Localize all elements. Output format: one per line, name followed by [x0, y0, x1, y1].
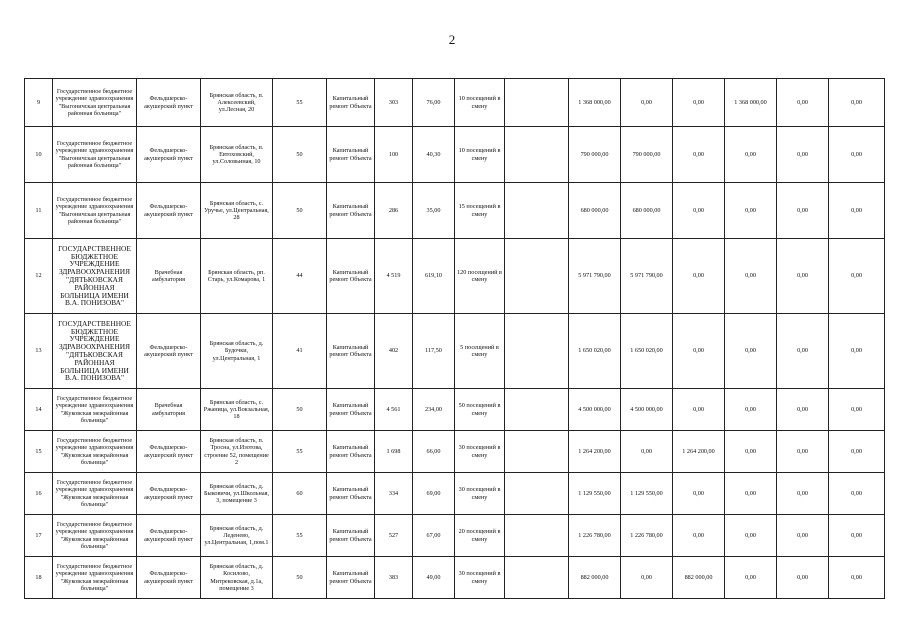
- value-2: 35,00: [413, 183, 455, 239]
- row-number: 18: [25, 557, 53, 599]
- amount-a: 1 650 020,00: [621, 314, 673, 389]
- amount-c: 0,00: [725, 183, 777, 239]
- facility-address: Брянская область, с. Уручье, ул.Центральная, 28: [201, 183, 273, 239]
- value-2: 117,50: [413, 314, 455, 389]
- population-value: 55: [273, 79, 327, 127]
- empty-cell: [505, 314, 569, 389]
- amount-e: 0,00: [829, 79, 885, 127]
- empty-cell: [505, 79, 569, 127]
- population-value: 60: [273, 473, 327, 515]
- work-type: Капитальный ремонт Объекта: [327, 473, 375, 515]
- amount-b: 0,00: [673, 314, 725, 389]
- page-number: 2: [448, 32, 456, 47]
- amount-d: 0,00: [777, 389, 829, 431]
- amount-d: 0,00: [777, 127, 829, 183]
- amount-e: 0,00: [829, 127, 885, 183]
- table-row: [25, 314, 885, 389]
- table-row: [25, 515, 885, 557]
- amount-b: 0,00: [673, 239, 725, 314]
- total-amount: 1 368 000,00: [569, 79, 621, 127]
- facility-type: Фельдшерско-акушерский пункт: [137, 79, 201, 127]
- facility-address: Брянская область, п. Тросна, ул.Изотова, строение 52, помещение 2: [201, 431, 273, 473]
- value-1: 4 519: [375, 239, 413, 314]
- facility-type: Фельдшерско-акушерский пункт: [137, 127, 201, 183]
- organization-name: Государственное бюджетное учреждение здравоохранения "Жуковская межрайонная больница": [53, 431, 137, 473]
- value-2: 76,00: [413, 79, 455, 127]
- work-type: Капитальный ремонт Объекта: [327, 515, 375, 557]
- amount-c: 0,00: [725, 431, 777, 473]
- amount-d: 0,00: [777, 314, 829, 389]
- amount-e: 0,00: [829, 473, 885, 515]
- row-number: 9: [25, 79, 53, 127]
- work-type: Капитальный ремонт Объекта: [327, 431, 375, 473]
- empty-cell: [505, 515, 569, 557]
- population-value: 50: [273, 183, 327, 239]
- facility-type: Врачебная амбулатория: [137, 239, 201, 314]
- empty-cell: [505, 183, 569, 239]
- table-row: [25, 431, 885, 473]
- facility-address: Брянская область, д. Будочки, ул.Центральная, 1: [201, 314, 273, 389]
- value-2: 69,00: [413, 473, 455, 515]
- organization-name: Государственное бюджетное учреждение здравоохранения "Жуковская межрайонная больница": [53, 515, 137, 557]
- row-number: 17: [25, 515, 53, 557]
- facility-address: Брянская область, п. Алексеевский, ул.Лесная, 20: [201, 79, 273, 127]
- total-amount: 5 971 790,00: [569, 239, 621, 314]
- amount-d: 0,00: [777, 183, 829, 239]
- amount-e: 0,00: [829, 431, 885, 473]
- value-2: 234,00: [413, 389, 455, 431]
- organization-name: Государственное бюджетное учреждение здравоохранения "Жуковская межрайонная больница": [53, 557, 137, 599]
- row-number: 13: [25, 314, 53, 389]
- value-1: 334: [375, 473, 413, 515]
- amount-a: 680 000,00: [621, 183, 673, 239]
- amount-d: 0,00: [777, 79, 829, 127]
- row-number: 16: [25, 473, 53, 515]
- table-row: [25, 557, 885, 599]
- amount-b: 0,00: [673, 183, 725, 239]
- value-1: 100: [375, 127, 413, 183]
- empty-cell: [505, 473, 569, 515]
- facility-address: Брянская область, д. Косилово, Митрековская, д.1а, помещение 3: [201, 557, 273, 599]
- organization-name: Государственное бюджетное учреждение здравоохранения "Выгоничская центральная районная больница": [53, 79, 137, 127]
- facility-type: Врачебная амбулатория: [137, 389, 201, 431]
- amount-a: 0,00: [621, 79, 673, 127]
- facility-type: Фельдшерско-акушерский пункт: [137, 515, 201, 557]
- amount-e: 0,00: [829, 314, 885, 389]
- table-row: [25, 389, 885, 431]
- work-type: Капитальный ремонт Объекта: [327, 239, 375, 314]
- amount-a: 790 000,00: [621, 127, 673, 183]
- value-1: 4 561: [375, 389, 413, 431]
- total-amount: 882 000,00: [569, 557, 621, 599]
- amount-a: 1 226 780,00: [621, 515, 673, 557]
- total-amount: 4 500 000,00: [569, 389, 621, 431]
- amount-c: 0,00: [725, 389, 777, 431]
- capacity: 20 посещений в смену: [455, 515, 505, 557]
- organization-name: Государственное бюджетное учреждение здравоохранения "Выгоничская центральная районная больница": [53, 127, 137, 183]
- organization-name: Государственное бюджетное учреждение здравоохранения "Жуковская межрайонная больница": [53, 389, 137, 431]
- amount-e: 0,00: [829, 557, 885, 599]
- amount-d: 0,00: [777, 431, 829, 473]
- total-amount: 1 264 200,00: [569, 431, 621, 473]
- population-value: 55: [273, 515, 327, 557]
- value-1: 527: [375, 515, 413, 557]
- amount-c: 1 368 000,00: [725, 79, 777, 127]
- table-row: [25, 473, 885, 515]
- facility-address: Брянская область, д. Быковичи, ул.Школьная, 3, помещение 3: [201, 473, 273, 515]
- facility-address: Брянская область, с. Ржаница, ул.Вокзальная, 18: [201, 389, 273, 431]
- capacity: 10 посещений в смену: [455, 127, 505, 183]
- amount-c: 0,00: [725, 314, 777, 389]
- value-1: 402: [375, 314, 413, 389]
- facility-type: Фельдшерско-акушерский пункт: [137, 431, 201, 473]
- row-number: 14: [25, 389, 53, 431]
- facility-type: Фельдшерско-акушерский пункт: [137, 183, 201, 239]
- amount-b: 0,00: [673, 127, 725, 183]
- amount-c: 0,00: [725, 127, 777, 183]
- work-type: Капитальный ремонт Объекта: [327, 557, 375, 599]
- facility-address: Брянская область, д. Леденево, ул.Центральная, 1,пом.1: [201, 515, 273, 557]
- amount-c: 0,00: [725, 239, 777, 314]
- work-type: Капитальный ремонт Объекта: [327, 79, 375, 127]
- population-value: 50: [273, 389, 327, 431]
- capacity: 5 посещений в смену: [455, 314, 505, 389]
- value-2: 40,30: [413, 127, 455, 183]
- facilities-table: [24, 78, 885, 599]
- amount-d: 0,00: [777, 557, 829, 599]
- value-1: 1 698: [375, 431, 413, 473]
- capacity: 10 посещений в смену: [455, 79, 505, 127]
- value-1: 286: [375, 183, 413, 239]
- organization-name: Государственное бюджетное учреждение здравоохранения "Жуковская межрайонная больница": [53, 473, 137, 515]
- value-1: 383: [375, 557, 413, 599]
- amount-d: 0,00: [777, 239, 829, 314]
- amount-d: 0,00: [777, 515, 829, 557]
- total-amount: 1 650 020,00: [569, 314, 621, 389]
- population-value: 41: [273, 314, 327, 389]
- capacity: 30 посещений в смену: [455, 473, 505, 515]
- row-number: 12: [25, 239, 53, 314]
- row-number: 10: [25, 127, 53, 183]
- capacity: 15 посещений в смену: [455, 183, 505, 239]
- total-amount: 680 000,00: [569, 183, 621, 239]
- empty-cell: [505, 389, 569, 431]
- value-2: 67,00: [413, 515, 455, 557]
- organization-name: ГОСУДАРСТВЕННОЕ БЮДЖЕТНОЕ УЧРЕЖДЕНИЕ ЗДРАВООХРАНЕНИЯ "ДЯТЬКОВСКАЯ РАЙОННАЯ БОЛЬНИЦА ИМЕНИ В.А. ПОНИЗОВА": [53, 239, 137, 314]
- total-amount: 790 000,00: [569, 127, 621, 183]
- amount-a: 1 129 550,00: [621, 473, 673, 515]
- work-type: Капитальный ремонт Объекта: [327, 127, 375, 183]
- facility-type: Фельдшерско-акушерский пункт: [137, 557, 201, 599]
- value-2: 66,00: [413, 431, 455, 473]
- amount-a: 4 500 000,00: [621, 389, 673, 431]
- facility-type: Фельдшерско-акушерский пункт: [137, 314, 201, 389]
- amount-b: 0,00: [673, 473, 725, 515]
- amount-e: 0,00: [829, 389, 885, 431]
- capacity: 30 посещений в смену: [455, 431, 505, 473]
- total-amount: 1 226 780,00: [569, 515, 621, 557]
- empty-cell: [505, 557, 569, 599]
- capacity: 120 посещений в смену: [455, 239, 505, 314]
- facility-address: Брянская область, рп. Старь, ул.Комарова, 1: [201, 239, 273, 314]
- amount-a: 0,00: [621, 431, 673, 473]
- capacity: 30 посещений в смену: [455, 557, 505, 599]
- organization-name: ГОСУДАРСТВЕННОЕ БЮДЖЕТНОЕ УЧРЕЖДЕНИЕ ЗДРАВООХРАНЕНИЯ "ДЯТЬКОВСКАЯ РАЙОННАЯ БОЛЬНИЦА ИМЕНИ В.А. ПОНИЗОВА": [53, 314, 137, 389]
- amount-d: 0,00: [777, 473, 829, 515]
- table-row: [25, 239, 885, 314]
- empty-cell: [505, 239, 569, 314]
- facility-address: Брянская область, п. Евтоховский, ул.Соловьиная, 10: [201, 127, 273, 183]
- value-1: 303: [375, 79, 413, 127]
- amount-c: 0,00: [725, 473, 777, 515]
- population-value: 50: [273, 127, 327, 183]
- population-value: 55: [273, 431, 327, 473]
- work-type: Капитальный ремонт Объекта: [327, 389, 375, 431]
- population-value: 44: [273, 239, 327, 314]
- capacity: 50 посещений в смену: [455, 389, 505, 431]
- organization-name: Государственное бюджетное учреждение здравоохранения "Выгоничская центральная районная больница": [53, 183, 137, 239]
- total-amount: 1 129 550,00: [569, 473, 621, 515]
- amount-c: 0,00: [725, 557, 777, 599]
- work-type: Капитальный ремонт Объекта: [327, 314, 375, 389]
- amount-e: 0,00: [829, 239, 885, 314]
- amount-a: 5 971 790,00: [621, 239, 673, 314]
- amount-e: 0,00: [829, 515, 885, 557]
- amount-b: 0,00: [673, 79, 725, 127]
- amount-b: 882 000,00: [673, 557, 725, 599]
- amount-e: 0,00: [829, 183, 885, 239]
- amount-b: 0,00: [673, 389, 725, 431]
- table-row: [25, 127, 885, 183]
- empty-cell: [505, 127, 569, 183]
- population-value: 50: [273, 557, 327, 599]
- amount-a: 0,00: [621, 557, 673, 599]
- amount-c: 0,00: [725, 515, 777, 557]
- amount-b: 0,00: [673, 515, 725, 557]
- value-2: 619,10: [413, 239, 455, 314]
- row-number: 15: [25, 431, 53, 473]
- empty-cell: [505, 431, 569, 473]
- value-2: 49,00: [413, 557, 455, 599]
- work-type: Капитальный ремонт Объекта: [327, 183, 375, 239]
- facility-type: Фельдшерско-акушерский пункт: [137, 473, 201, 515]
- table-row: [25, 79, 885, 127]
- row-number: 11: [25, 183, 53, 239]
- table-row: [25, 183, 885, 239]
- amount-b: 1 264 200,00: [673, 431, 725, 473]
